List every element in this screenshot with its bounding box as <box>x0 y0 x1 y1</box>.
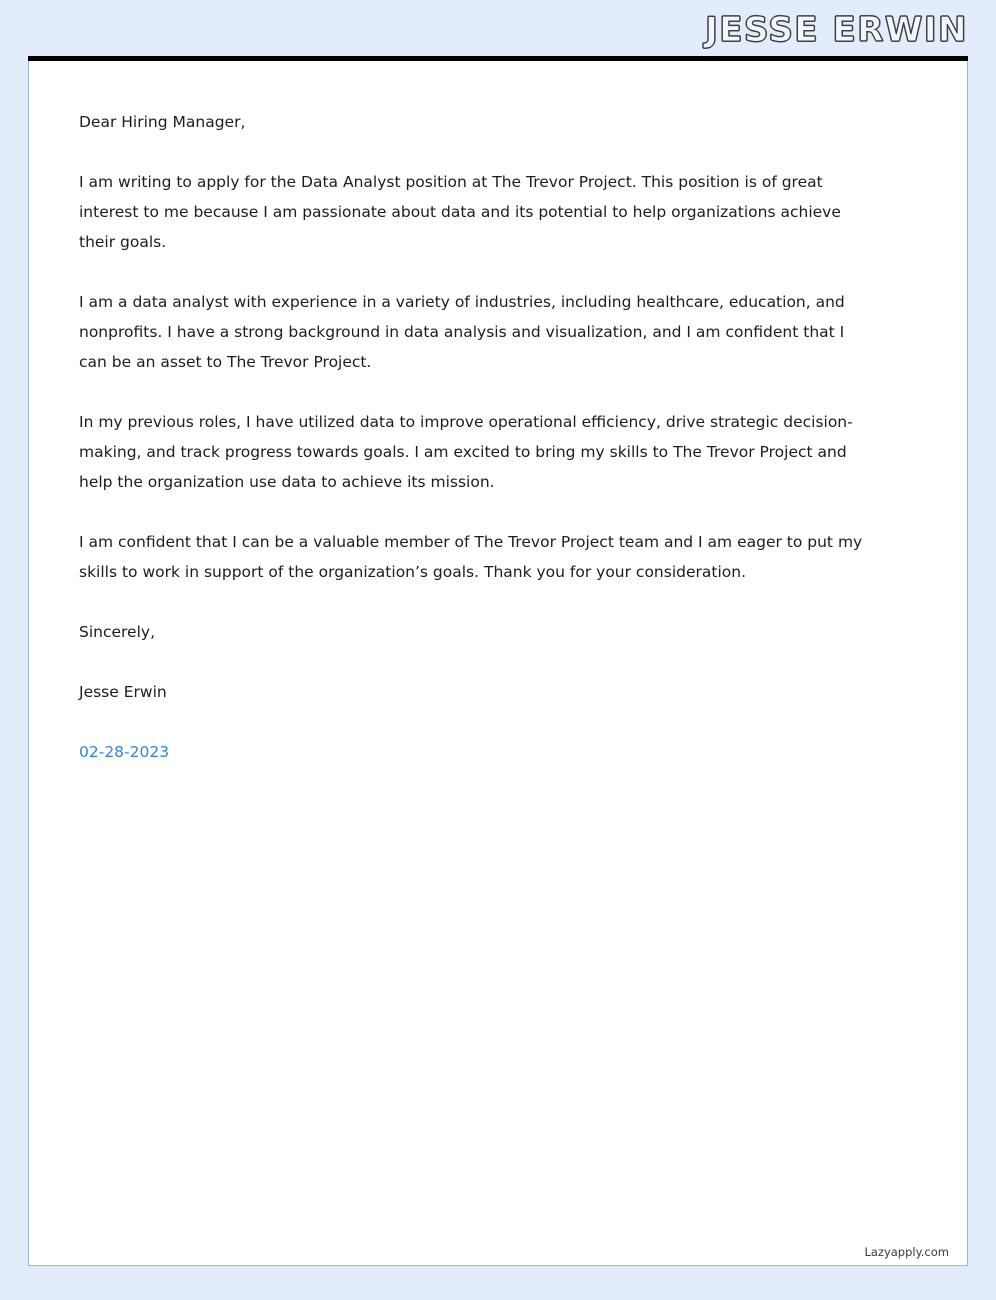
letter-paragraph-3: In my previous roles, I have utilized data to improve operational efficiency, drive strategic decision-making, and track progress towards goals. I am excited to bring my skills to The Trevor Project and help the organization use data to achieve its mission. <box>79 413 853 491</box>
page-title: JESSE ERWIN <box>705 10 968 50</box>
letter-closing: Sincerely, <box>79 623 156 641</box>
document-header <box>28 8 968 54</box>
letter-date: 02-28-2023 <box>79 743 170 761</box>
letter-sheet <box>28 61 968 1266</box>
letter-paragraph-2: I am a data analyst with experience in a variety of industries, including healthcare, education, and nonprofits. I have a strong background in data analysis and visualization, and I am confident that I can be an asset to The Trevor Project. <box>79 293 845 371</box>
letter-paragraph-4: I am confident that I can be a valuable member of The Trevor Project team and I am eager to put my skills to work in support of the organization’s goals. Thank you for your consideration. <box>79 533 863 581</box>
letter-salutation: Dear Hiring Manager, <box>79 113 246 131</box>
cover-letter-body <box>79 107 869 767</box>
letter-paragraph-1: I am writing to apply for the Data Analyst position at The Trevor Project. This position is of great interest to me because I am passionate about data and its potential to help organizations achieve their goals. <box>79 173 841 251</box>
letter-signature-name: Jesse Erwin <box>79 683 167 701</box>
watermark-label: Lazyapply.com <box>864 1245 949 1259</box>
